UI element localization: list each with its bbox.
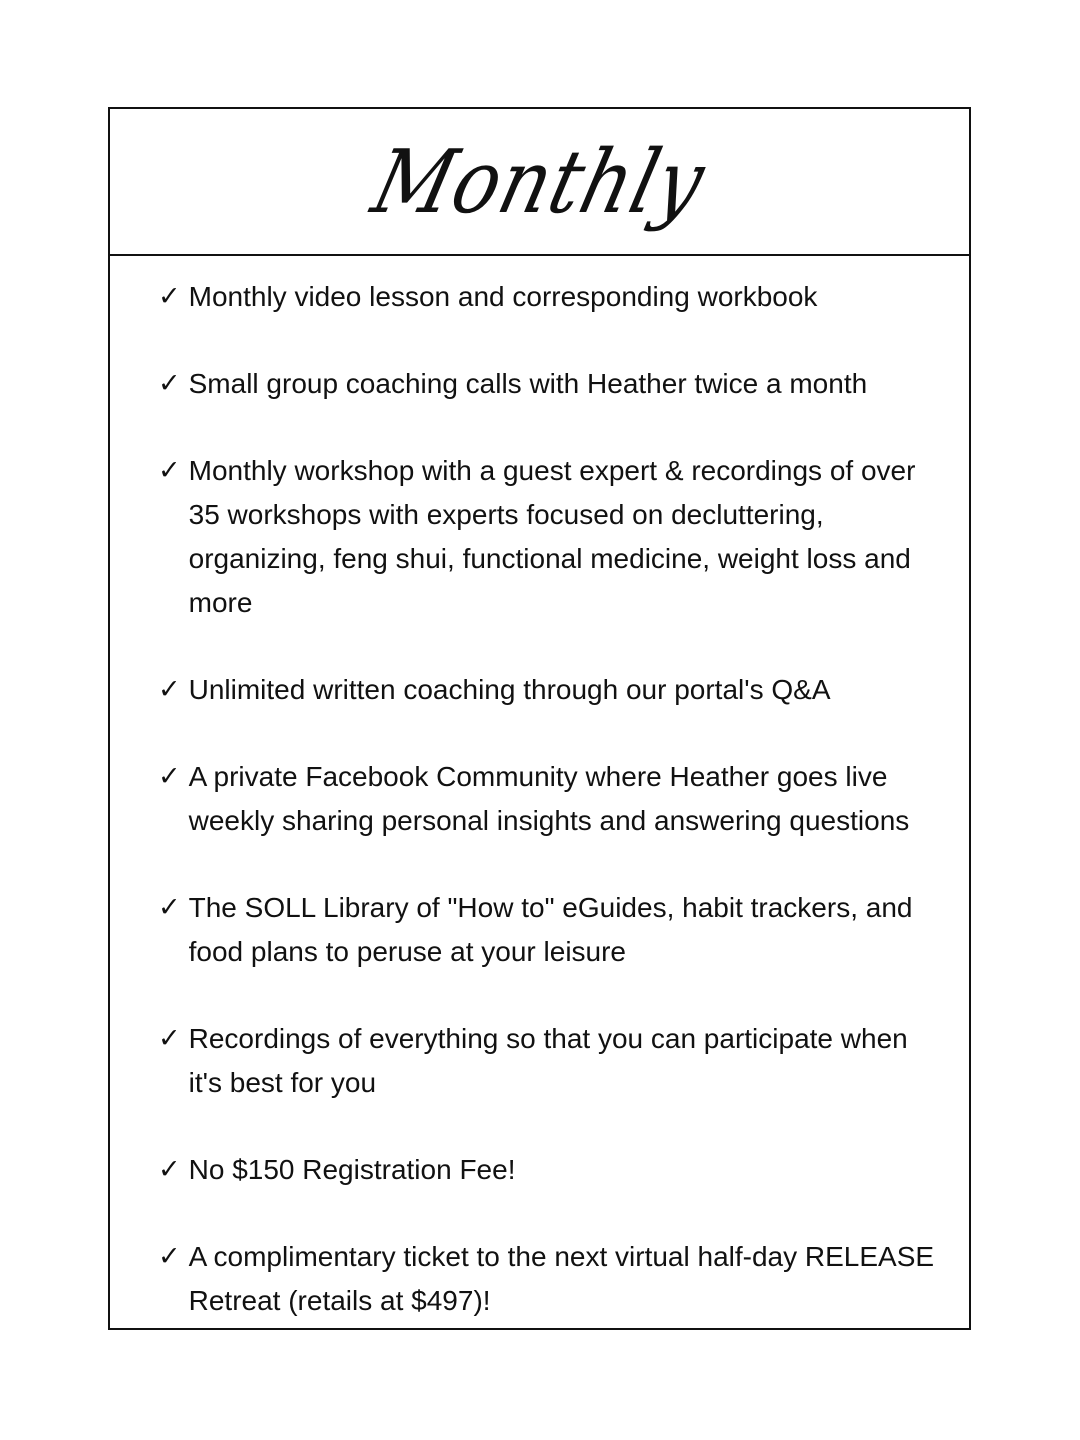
feature-text: Monthly video lesson and corresponding workbook (188, 281, 818, 312)
feature-text: A private Facebook Community where Heather goes live weekly sharing personal insights and answering questions (188, 761, 910, 836)
feature-item-retreat-ticket (158, 1235, 948, 1323)
checkmark-icon: ✓ (158, 455, 181, 486)
feature-text: Small group coaching calls with Heather twice a month (188, 368, 868, 399)
feature-list (158, 275, 948, 1366)
feature-item-recordings (158, 1017, 948, 1105)
checkmark-icon: ✓ (158, 674, 181, 705)
feature-item-facebook-community (158, 755, 948, 843)
feature-item-workshops (158, 449, 948, 625)
card-header (110, 109, 969, 256)
feature-item-written-coaching (158, 668, 948, 712)
feature-text: No $150 Registration Fee! (188, 1154, 516, 1185)
checkmark-icon: ✓ (158, 281, 181, 312)
checkmark-icon: ✓ (158, 1241, 181, 1272)
feature-text: The SOLL Library of "How to" eGuides, habit trackers, and food plans to peruse at your leisure (188, 892, 913, 967)
card-title: Monthly (363, 129, 716, 233)
checkmark-icon: ✓ (158, 892, 181, 923)
checkmark-icon: ✓ (158, 761, 181, 792)
checkmark-icon: ✓ (158, 1023, 181, 1054)
feature-text: Recordings of everything so that you can participate when it's best for you (188, 1023, 908, 1098)
feature-item-no-registration-fee (158, 1148, 948, 1192)
feature-item-soll-library (158, 886, 948, 974)
feature-item-video-lesson (158, 275, 948, 319)
feature-text: Monthly workshop with a guest expert & recordings of over 35 workshops with experts focused on decluttering, organizing, feng shui, functional medicine, weight loss and more (188, 455, 916, 618)
feature-item-coaching-calls (158, 362, 948, 406)
plan-card (108, 107, 971, 1330)
checkmark-icon: ✓ (158, 1154, 181, 1185)
feature-text: A complimentary ticket to the next virtual half-day RELEASE Retreat (retails at $497)! (188, 1241, 935, 1316)
checkmark-icon: ✓ (158, 368, 181, 399)
feature-text: Unlimited written coaching through our portal's Q&A (188, 674, 831, 705)
